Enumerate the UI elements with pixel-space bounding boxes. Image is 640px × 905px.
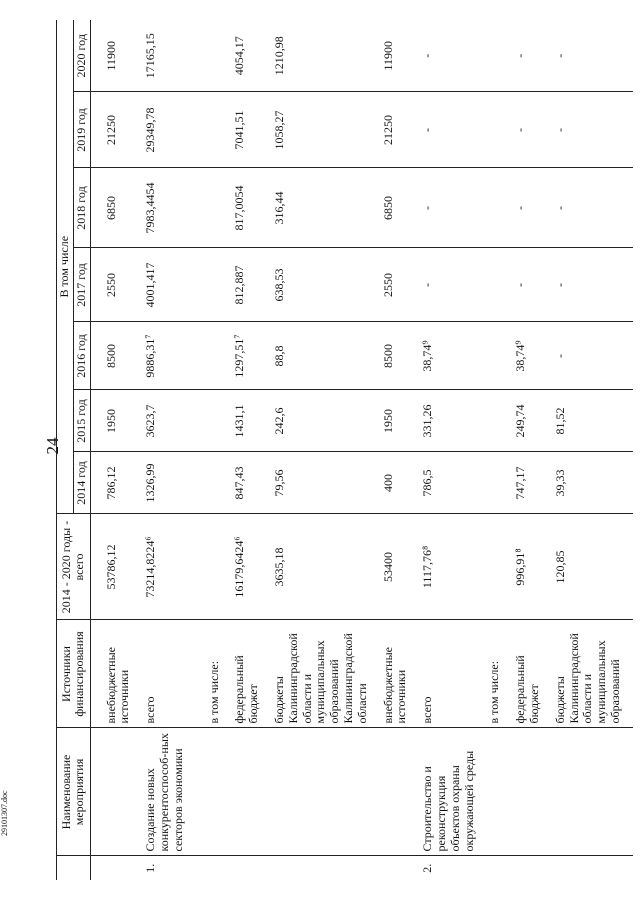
row-financing-source: в том числе: bbox=[480, 620, 506, 728]
row-number bbox=[90, 856, 136, 880]
row-total: 1117,76⁸ bbox=[413, 514, 480, 620]
row-financing-source: федеральный бюджет bbox=[225, 620, 265, 728]
cell-2018: 316,44 bbox=[265, 168, 374, 248]
cell-2015: 242,6 bbox=[265, 390, 374, 452]
cell-2015: 1431,1 bbox=[225, 390, 265, 452]
table-row bbox=[480, 20, 506, 880]
cell-2017: 2550 bbox=[374, 248, 414, 322]
cell-2014: 786,5 bbox=[413, 452, 480, 514]
cell-2016: 38,74⁹ bbox=[506, 322, 546, 390]
cell-2014: 847,43 bbox=[225, 452, 265, 514]
row-total: 996,91⁸ bbox=[506, 514, 546, 620]
table-row bbox=[136, 20, 189, 880]
row-total: 53786,12 bbox=[90, 514, 136, 620]
row-financing-source: бюджеты Калининградской области и муниципальных образований Калининградской области bbox=[265, 620, 374, 728]
cell-2020: 11900 bbox=[103, 40, 118, 71]
cell-2017 bbox=[480, 248, 506, 322]
cell-2015: 3623,7 bbox=[136, 390, 189, 452]
row-financing-source: бюджеты Калининградской области и муниципальных образований bbox=[546, 620, 633, 728]
table-row bbox=[90, 20, 136, 880]
cell-2014: 786,12 bbox=[90, 452, 136, 514]
cell-2019: - bbox=[413, 92, 480, 168]
header-year-2014: 2014 год bbox=[73, 452, 90, 514]
cell-2020: 11900 bbox=[380, 40, 395, 71]
row-total: 73214,8224⁶ bbox=[136, 514, 189, 620]
cell-2020 bbox=[190, 20, 226, 92]
header-year-2020: 2020 год bbox=[73, 20, 90, 92]
cell-2015: 1950 bbox=[90, 390, 136, 452]
financing-table bbox=[56, 20, 633, 880]
cell-2018: 7983,4454 bbox=[136, 168, 189, 248]
row-measure-name bbox=[190, 728, 226, 856]
row-financing-source: в том числе: bbox=[190, 620, 226, 728]
cell-2018: 817,0054 bbox=[225, 168, 265, 248]
row-measure-name bbox=[374, 728, 414, 856]
row-measure-name bbox=[265, 728, 374, 856]
rotated-table-container bbox=[56, 20, 622, 880]
cell-2017 bbox=[190, 248, 226, 322]
row-measure-name: Создание новых конкурентоспособ-ных секторов экономики bbox=[136, 728, 189, 856]
cell-2016: - bbox=[546, 322, 633, 390]
row-number bbox=[546, 856, 633, 880]
cell-2020: - bbox=[420, 53, 435, 58]
row-total: 53400 bbox=[374, 514, 414, 620]
cell-2018: - bbox=[413, 168, 480, 248]
row-measure-name bbox=[546, 728, 633, 856]
row-number bbox=[225, 856, 265, 880]
row-financing-source: федеральный бюджет bbox=[506, 620, 546, 728]
row-number bbox=[190, 856, 226, 880]
header-year-2016: 2016 год bbox=[73, 322, 90, 390]
cell-2017: 4001,417 bbox=[136, 248, 189, 322]
page-number: 24 bbox=[43, 437, 62, 455]
cell-2016: 88,8 bbox=[265, 322, 374, 390]
header-year-2018: 2018 год bbox=[73, 168, 90, 248]
cell-2019: 1058,27 bbox=[265, 92, 374, 168]
cell-2019: - bbox=[546, 92, 633, 168]
table-row bbox=[190, 20, 226, 880]
cell-2016: 38,74⁹ bbox=[413, 322, 480, 390]
table-header bbox=[57, 20, 91, 880]
cell-2017: 2550 bbox=[90, 248, 136, 322]
header-year-2015: 2015 год bbox=[73, 390, 90, 452]
row-total bbox=[190, 514, 226, 620]
cell-2014: 79,56 bbox=[265, 452, 374, 514]
row-financing-source: всего bbox=[136, 620, 189, 728]
cell-2016: 8500 bbox=[90, 322, 136, 390]
row-measure-name bbox=[506, 728, 546, 856]
row-measure-name: Строительство и реконструкция объектов охраны окружающей среды bbox=[413, 728, 480, 856]
row-financing-source: внебюджетные источники bbox=[90, 620, 136, 728]
cell-2014: 400 bbox=[374, 452, 414, 514]
cell-2015 bbox=[190, 390, 226, 452]
cell-2014 bbox=[480, 452, 506, 514]
table-body bbox=[90, 20, 633, 880]
cell-2019: 21250 bbox=[90, 92, 136, 168]
cell-2020: 17165,15 bbox=[143, 33, 158, 79]
row-total: 16179,6424⁶ bbox=[225, 514, 265, 620]
cell-2018: - bbox=[546, 168, 633, 248]
cell-2019 bbox=[480, 92, 506, 168]
cell-2019 bbox=[190, 92, 226, 168]
table-row bbox=[265, 20, 374, 880]
cell-2017: - bbox=[506, 248, 546, 322]
cell-2018: 6850 bbox=[90, 168, 136, 248]
cell-2016: 8500 bbox=[374, 322, 414, 390]
cell-2018 bbox=[480, 168, 506, 248]
row-measure-name bbox=[480, 728, 506, 856]
header-total-years: 2014 - 2020 годы - всего bbox=[57, 514, 91, 620]
cell-2016 bbox=[190, 322, 226, 390]
table-row bbox=[225, 20, 265, 880]
row-number bbox=[480, 856, 506, 880]
cell-2019: 21250 bbox=[374, 92, 414, 168]
cell-2018 bbox=[190, 168, 226, 248]
table-row bbox=[506, 20, 546, 880]
cell-2015: 1950 bbox=[374, 390, 414, 452]
cell-2015: 81,52 bbox=[546, 390, 633, 452]
cell-2020: - bbox=[552, 53, 567, 58]
table-row bbox=[546, 20, 633, 880]
row-total: 3635,18 bbox=[265, 514, 374, 620]
cell-2016 bbox=[480, 322, 506, 390]
cell-2019: 7041,51 bbox=[225, 92, 265, 168]
cell-2016: 9886,31⁷ bbox=[136, 322, 189, 390]
row-financing-source: всего bbox=[413, 620, 480, 728]
table-row bbox=[374, 20, 414, 880]
cell-2014: 39,33 bbox=[546, 452, 633, 514]
row-number: 1. bbox=[136, 856, 189, 880]
header-number bbox=[57, 856, 91, 880]
footer-doc-code: 29101307.doc bbox=[0, 790, 9, 836]
cell-2017: - bbox=[546, 248, 633, 322]
cell-2014: 747,17 bbox=[506, 452, 546, 514]
cell-2017: - bbox=[413, 248, 480, 322]
row-total: 120,85 bbox=[546, 514, 633, 620]
row-measure-name bbox=[225, 728, 265, 856]
cell-2020: 4054,17 bbox=[232, 36, 247, 76]
cell-2016: 1297,51⁷ bbox=[225, 322, 265, 390]
row-number bbox=[506, 856, 546, 880]
cell-2020 bbox=[480, 20, 506, 92]
row-total bbox=[480, 514, 506, 620]
cell-2017: 812,887 bbox=[225, 248, 265, 322]
cell-2015: 249,74 bbox=[506, 390, 546, 452]
row-number bbox=[265, 856, 374, 880]
cell-2018: 6850 bbox=[374, 168, 414, 248]
cell-2018: - bbox=[506, 168, 546, 248]
row-financing-source: внебюджетные источники bbox=[374, 620, 414, 728]
header-financing-source: Источники финансирования bbox=[57, 620, 91, 728]
cell-2015 bbox=[480, 390, 506, 452]
cell-2020: 1210,98 bbox=[271, 36, 286, 76]
cell-2019: 29349,78 bbox=[136, 92, 189, 168]
row-number bbox=[374, 856, 414, 880]
cell-2017: 638,53 bbox=[265, 248, 374, 322]
header-year-2019: 2019 год bbox=[73, 92, 90, 168]
header-including-group: В том числе bbox=[57, 20, 74, 514]
cell-2014 bbox=[190, 452, 226, 514]
cell-2015: 331,26 bbox=[413, 390, 480, 452]
header-measure-name: Наименование мероприятия bbox=[57, 728, 91, 856]
header-year-2017: 2017 год bbox=[73, 248, 90, 322]
cell-2020: - bbox=[513, 53, 528, 58]
cell-2014: 1326,99 bbox=[136, 452, 189, 514]
row-measure-name bbox=[90, 728, 136, 856]
row-number: 2. bbox=[413, 856, 480, 880]
table-row bbox=[413, 20, 480, 880]
cell-2019: - bbox=[506, 92, 546, 168]
